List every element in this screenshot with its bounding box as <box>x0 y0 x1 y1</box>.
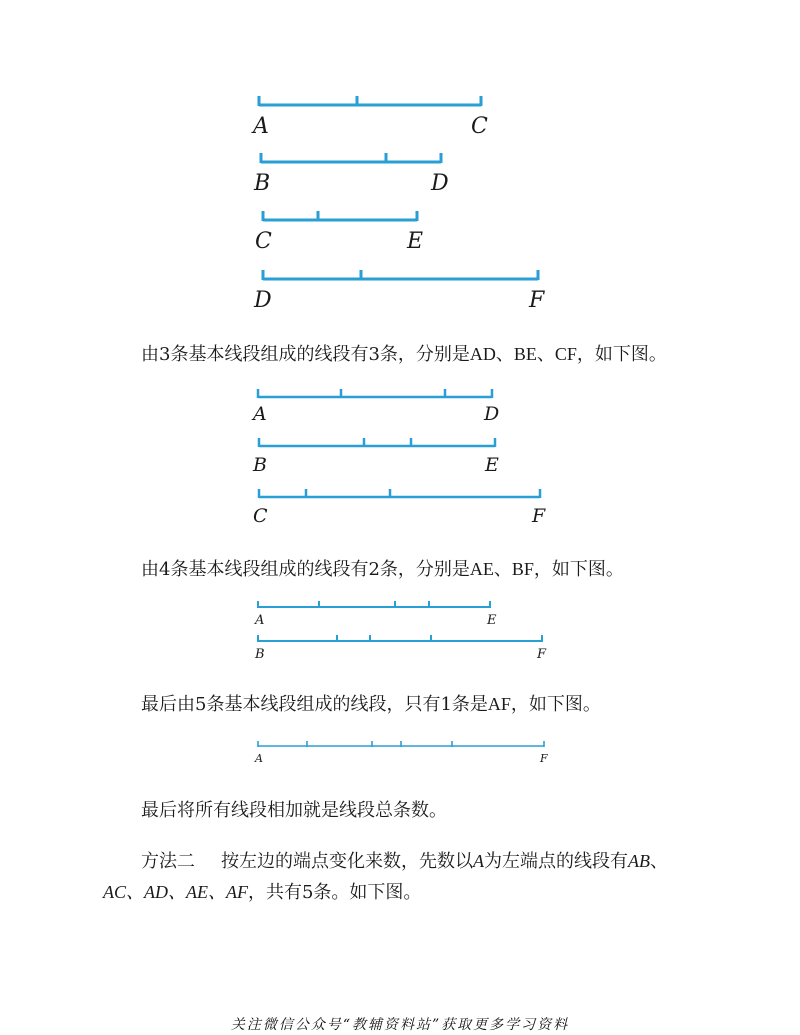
paragraph-method-two-line2: AC、AD、AE、AF，共有5条。如下图。 <box>103 882 422 903</box>
paragraph-three-segments: 由3条基本线段组成的线段有3条，分别是AD、BE、CF，如下图。 <box>141 344 667 365</box>
label-end: F <box>529 288 545 313</box>
segment-AF <box>254 741 548 765</box>
label-end: F <box>532 505 546 527</box>
segment-CE <box>255 211 423 254</box>
segment-AE <box>254 601 497 628</box>
label-end: F <box>540 752 548 765</box>
segment-AD <box>251 389 499 425</box>
label-start: B <box>254 171 271 196</box>
method-title: 方法二 <box>141 851 195 872</box>
label-end: D <box>431 171 449 196</box>
segment-BE <box>252 438 499 476</box>
label-start: A <box>255 613 265 628</box>
label-start: B <box>253 454 267 476</box>
segment-AC <box>251 96 488 139</box>
label-start: B <box>255 647 265 662</box>
paragraph-method-two-line1: 方法二 按左边的端点变化来数，先数以A为左端点的线段有AB、 <box>141 851 668 872</box>
footer-note: 关注微信公众号“教辅资料站”获取更多学习资料 <box>230 1017 570 1033</box>
label-end: E <box>407 229 424 254</box>
segment-DF <box>253 270 545 313</box>
label-end: F <box>537 647 547 662</box>
label-start: D <box>254 288 272 313</box>
label-start: A <box>253 114 269 139</box>
segment-BF <box>254 635 547 662</box>
label-start: C <box>253 505 268 527</box>
label-start: A <box>253 403 267 425</box>
paragraph-five-segments: 最后由5条基本线段组成的线段，只有1条是AF，如下图。 <box>141 694 601 715</box>
label-end: E <box>485 454 499 476</box>
label-end: D <box>484 403 500 425</box>
segment-CF <box>253 489 546 527</box>
label-end: C <box>471 114 488 139</box>
paragraph-sum: 最后将所有线段相加就是线段总条数。 <box>141 800 447 821</box>
paragraph-four-segments: 由4条基本线段组成的线段有2条，分别是AE、BF，如下图。 <box>141 559 624 580</box>
label-end: E <box>487 613 497 628</box>
label-start: A <box>255 752 263 765</box>
segment-BD <box>253 153 449 196</box>
label-start: C <box>255 229 272 254</box>
